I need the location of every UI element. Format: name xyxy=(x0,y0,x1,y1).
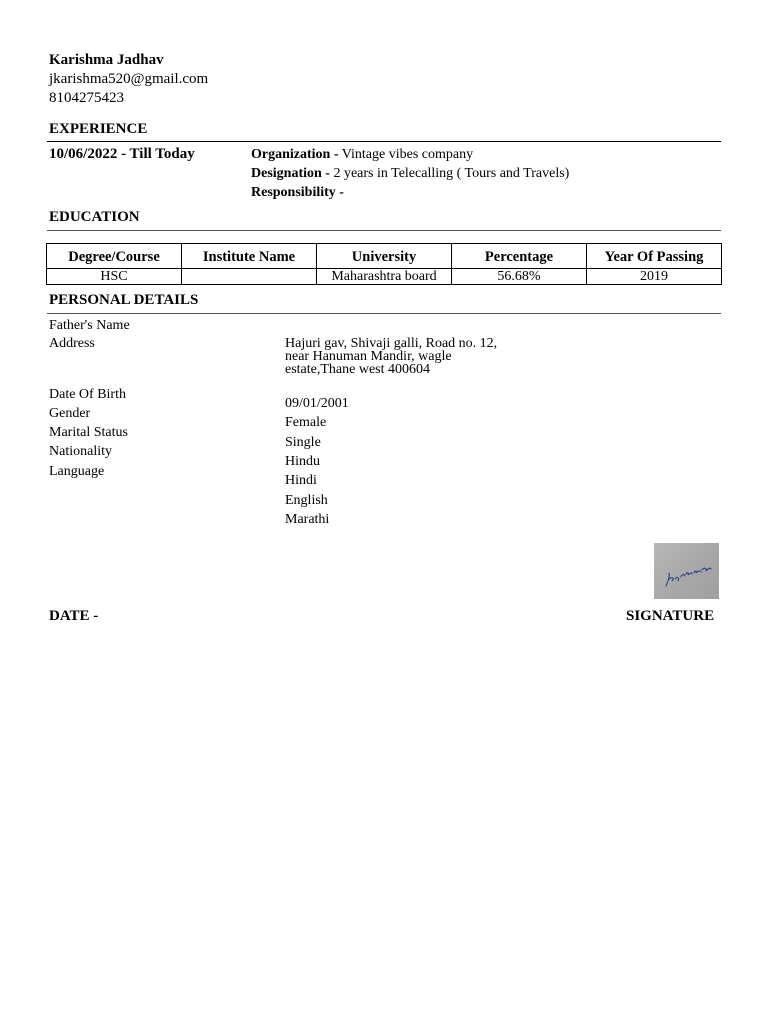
education-header-row xyxy=(47,244,722,269)
cell-year: 2019 xyxy=(587,269,722,285)
organization-label: Organization - xyxy=(251,147,339,162)
cell-percentage: 56.68% xyxy=(452,269,587,285)
cell-degree: HSC xyxy=(47,269,182,285)
address-label: Address xyxy=(49,336,95,351)
education-heading: EDUCATION xyxy=(49,209,140,225)
personal-details-heading: PERSONAL DETAILS xyxy=(49,292,199,308)
dob-label: Date Of Birth xyxy=(49,387,126,402)
language-value: Marathi xyxy=(285,512,330,527)
column-header-percentage: Percentage xyxy=(452,244,587,269)
column-header-university: University xyxy=(317,244,452,269)
signature-scribble-icon xyxy=(654,543,719,599)
experience-responsibility xyxy=(251,185,344,201)
address-value xyxy=(285,337,525,376)
organization-value: Vintage vibes company xyxy=(338,147,474,162)
language-label: Language xyxy=(49,464,105,479)
column-header-degree: Degree/Course xyxy=(47,244,182,269)
gender-label: Gender xyxy=(49,406,91,421)
experience-heading: EXPERIENCE xyxy=(49,121,148,137)
experience-date-range: 10/06/2022 - Till Today xyxy=(49,146,195,162)
marital-status-value: Single xyxy=(285,435,321,450)
applicant-email: jkarishma520@gmail.com xyxy=(49,71,209,87)
column-header-year: Year Of Passing xyxy=(587,244,722,269)
experience-designation xyxy=(251,166,569,182)
marital-status-label: Marital Status xyxy=(49,425,128,440)
applicant-phone: 8104275423 xyxy=(49,90,124,106)
personal-details-divider xyxy=(47,313,721,314)
education-table xyxy=(46,243,722,285)
father-name-label: Father's Name xyxy=(49,318,130,333)
signature-label: SIGNATURE xyxy=(626,608,715,624)
address-line: near Hanuman Mandir, wagle xyxy=(285,349,452,364)
nationality-label: Nationality xyxy=(49,444,112,459)
education-divider xyxy=(47,230,721,231)
address-line: estate,Thane west 400604 xyxy=(285,362,431,377)
experience-divider xyxy=(47,141,721,142)
date-label: DATE - xyxy=(49,608,99,624)
signature-image xyxy=(654,543,719,599)
cell-university: Maharashtra board xyxy=(317,269,452,285)
cell-institute xyxy=(182,269,317,285)
column-header-institute: Institute Name xyxy=(182,244,317,269)
designation-label: Designation - xyxy=(251,166,330,181)
experience-organization xyxy=(251,147,473,163)
responsibility-label: Responsibility - xyxy=(251,185,344,200)
nationality-value: Hindu xyxy=(285,454,320,469)
dob-value: 09/01/2001 xyxy=(285,396,349,411)
table-row xyxy=(47,269,722,285)
applicant-name: Karishma Jadhav xyxy=(49,52,164,68)
designation-value: 2 years in Telecalling ( Tours and Travels) xyxy=(329,166,570,181)
language-value: Hindi xyxy=(285,473,317,488)
address-line: Hajuri gav, Shivaji galli, Road no. 12, xyxy=(285,336,498,351)
gender-value: Female xyxy=(285,415,327,430)
language-value: English xyxy=(285,493,328,508)
